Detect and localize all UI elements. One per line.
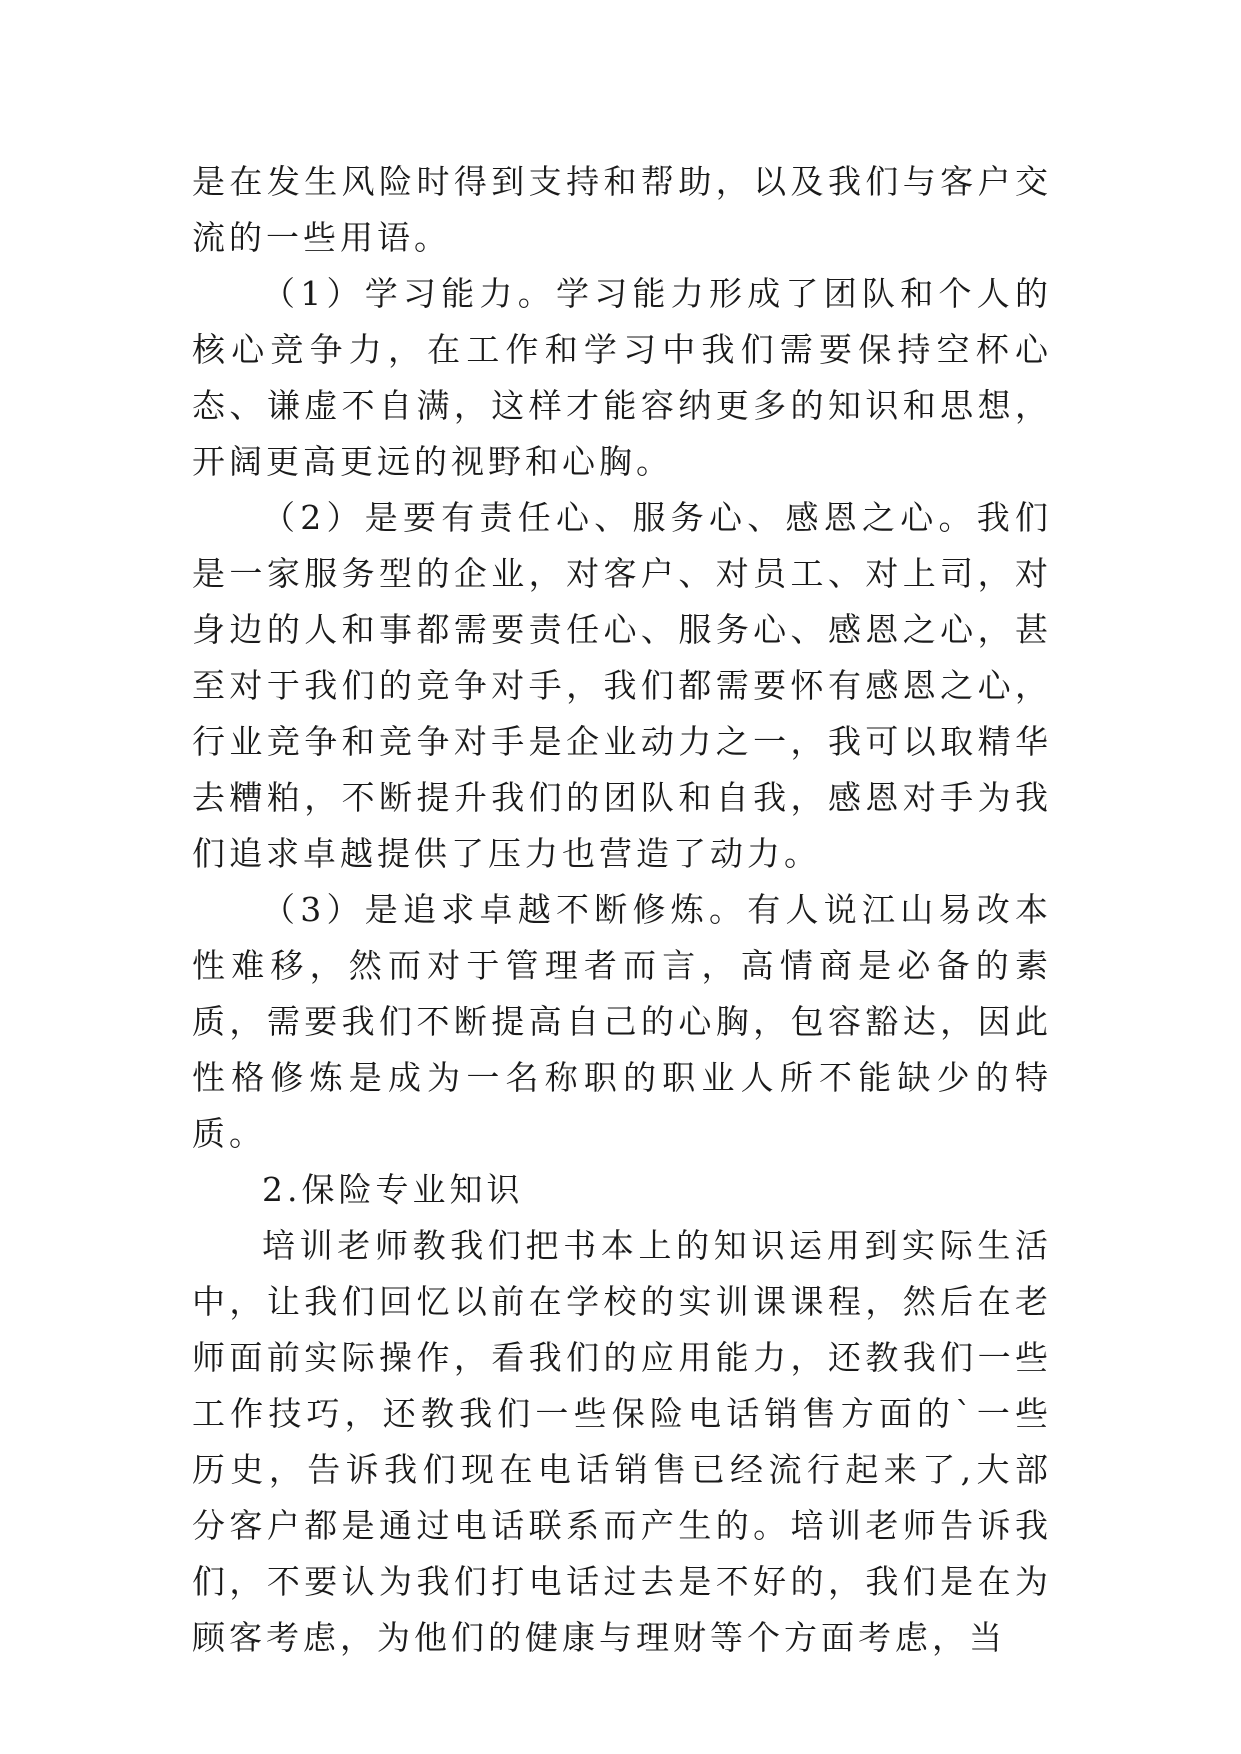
paragraph-training: 培训老师教我们把书本上的知识运用到实际生活中，让我们回忆以前在学校的实训课课程，然后在老师面前实际操作，看我们的应用能力，还教我们一些工作技巧，还教我们一些保险电话销售方面的`一些历史，告诉我们现在电话销售已经流行起来了,大部分客户都是通过电话联系而产生的。培训老师告诉我们，不要认为我们打电话过去是不好的，我们是在为顾客考虑，为他们的健康与理财等个方面考虑，当 <box>192 1226 1052 1657</box>
paragraph-continuation: 是在发生风险时得到支持和帮助，以及我们与客户交流的一些用语。 <box>192 162 1052 257</box>
paragraph-learning-ability: （1）学习能力。学习能力形成了团队和个人的核心竞争力，在工作和学习中我们需要保持空杯心态、谦虚不自满，这样才能容纳更多的知识和思想，开阔更高更远的视野和心胸。 <box>192 274 1052 481</box>
section-heading-insurance-knowledge: 2.保险专业知识 <box>262 1170 524 1209</box>
paragraph-responsibility: （2）是要有责任心、服务心、感恩之心。我们是一家服务型的企业，对客户、对员工、对上司，对身边的人和事都需要责任心、服务心、感恩之心，甚至对于我们的竞争对手，我们都需要怀有感恩之心，行业竞争和竞争对手是企业动力之一，我可以取精华去糟粕，不断提升我们的团队和自我，感恩对手为我们追求卓越提供了压力也营造了动力。 <box>192 498 1052 873</box>
document-body <box>192 154 1052 1666</box>
paragraph-pursue-excellence: （3）是追求卓越不断修炼。有人说江山易改本性难移，然而对于管理者而言，高情商是必备的素质，需要我们不断提高自己的心胸，包容豁达，因此性格修炼是成为一名称职的职业人所不能缺少的特质。 <box>192 890 1052 1153</box>
